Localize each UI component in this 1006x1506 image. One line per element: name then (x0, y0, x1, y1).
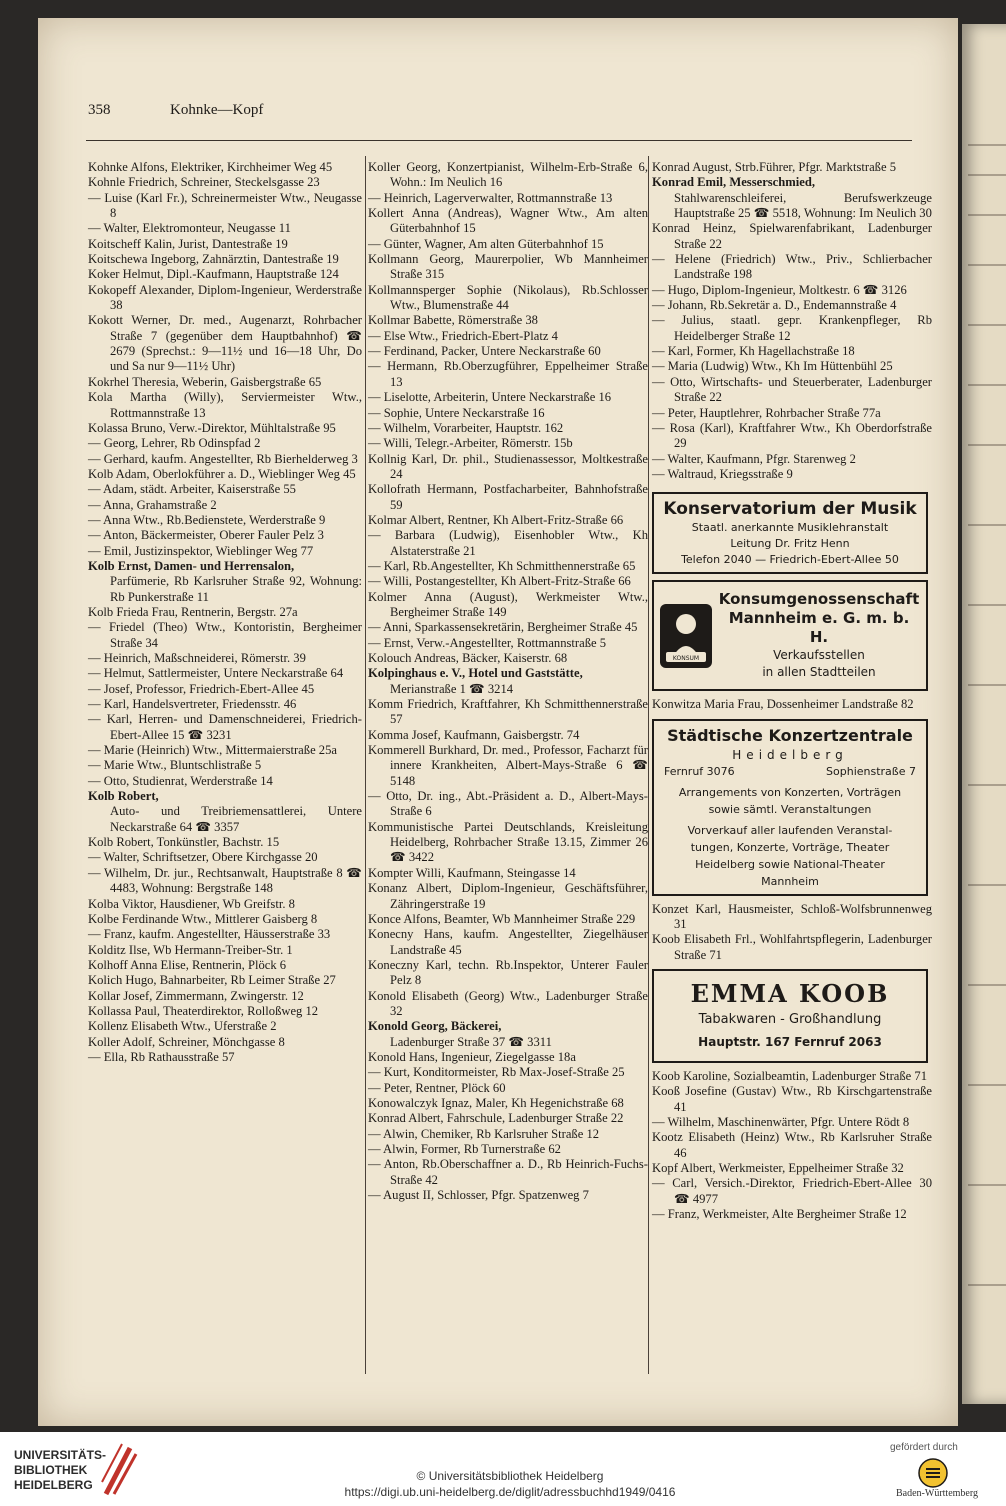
directory-entry (652, 421, 932, 452)
entry-address: Merianstraße 1 ☎ 3214 (390, 681, 514, 696)
entry-text: Kolb Ernst, Damen- und Herrensalon, (88, 558, 295, 573)
entry-text: — Otto, Wirtschafts- und Steuerberater, Ladenburger Straße 22 (652, 374, 932, 405)
directory-entry (88, 513, 362, 528)
ad-line: sowie sämtl. Veranstaltungen (708, 802, 872, 816)
entry-text: Kolb Robert, Tonkünstler, Bachstr. 15 (88, 835, 280, 850)
entry-text: Konanz Albert, Diplom-Ingenieur, Geschäftsführer, Zähringerstraße 19 (368, 881, 648, 911)
directory-entry (368, 436, 648, 451)
entry-text: — Helene (Friedrich) Wtw., Priv., Schlierbacher Landstraße 198 (652, 252, 932, 282)
ad-title: Städtische Konzertzentrale (667, 725, 913, 745)
directory-entry (368, 1111, 648, 1126)
entry-text: — Sophie, Untere Neckarstraße 16 (368, 405, 545, 420)
entry-text: — Ella, Rb Rathausstraße 57 (88, 1049, 235, 1064)
page-number: 358 (88, 102, 111, 118)
directory-entry (88, 651, 362, 666)
directory-entry (652, 375, 932, 406)
directory-entry (88, 452, 362, 467)
entry-group (652, 160, 932, 482)
directory-entry (88, 544, 362, 559)
entry-text: — Anna Wtw., Rb.Bedienstete, Werderstraße 9 (88, 512, 326, 527)
entry-address: Parfümerie, Rb Karlsruher Straße 92, Wohnung: Rb Punkerstraße 11 (110, 574, 362, 604)
entry-address: Stahlwarenschleiferei, Berufswerkzeuge Hauptstraße 25 ☎ 5518, Wohnung: Im Neulich 30 (674, 190, 932, 221)
directory-entry (652, 1207, 932, 1222)
entry-text: Kolouch Andreas, Bäcker, Kaiserstr. 68 (368, 651, 568, 665)
directory-entry (652, 221, 932, 252)
entry-text: — Alwin, Chemiker, Rb Karlsruher Straße 12 (368, 1126, 600, 1141)
directory-entry (88, 973, 362, 988)
directory-entry (88, 559, 362, 605)
directory-entry (88, 850, 362, 865)
directory-entry (88, 1004, 362, 1019)
entry-text: Kopf Albert, Werkmeister, Eppelheimer Straße 32 (652, 1161, 904, 1175)
directory-entry (652, 1176, 932, 1207)
directory-entry (368, 1019, 648, 1050)
entry-text: Konrad Albert, Fahrschule, Ladenburger Straße 22 (368, 1111, 624, 1126)
directory-entry (88, 620, 362, 651)
directory-entry (368, 237, 648, 252)
directory-entry (652, 406, 932, 421)
entry-text: — August II, Schlosser, Pfgr. Spatzenweg 7 (368, 1188, 589, 1203)
entry-group (652, 697, 932, 712)
directory-entry (88, 421, 362, 436)
entry-text: — Walter, Schriftsetzer, Obere Kirchgasse 20 (88, 850, 318, 865)
directory-entry (368, 927, 648, 958)
entry-text: Koitschewa Ingeborg, Zahnärztin, Dantestraße 19 (88, 252, 339, 267)
ad-line: Tabakwaren - Großhandlung (698, 1011, 882, 1027)
entry-text: — Wilhelm, Maschinenwärter, Pfgr. Untere Rödt 8 (652, 1114, 910, 1129)
directory-entry (368, 390, 648, 405)
directory-entry (368, 421, 648, 436)
directory-entry (368, 1157, 648, 1188)
directory-entry (652, 697, 932, 712)
ad-line: Arrangements von Konzerten, Vorträgen (678, 785, 902, 799)
entry-text: — Otto, Studienrat, Werderstraße 14 (88, 773, 273, 788)
directory-entry (88, 390, 362, 421)
entry-text: Koob Karoline, Sozialbeamtin, Ladenburger Straße 71 (652, 1068, 928, 1083)
directory-entry (88, 221, 362, 236)
entry-text: Koneczny Karl, techn. Rb.Inspektor, Unterer Fauler Pelz 8 (368, 957, 648, 988)
entry-text: Kola Martha (Willy), Serviermeister Wtw., Rottmannstraße 13 (88, 390, 362, 420)
entry-text: Koitscheff Kalin, Jurist, Dantestraße 19 (88, 236, 288, 251)
entry-text: Kooß Josefine (Gustav) Wtw., Rb Kirschgartenstraße 41 (652, 1084, 932, 1114)
directory-entry (368, 728, 648, 743)
directory-entry (368, 283, 648, 314)
ad-contact-row: Hauptstr. 167 Fernruf 2063 (698, 1034, 882, 1049)
entry-text: Kommerell Burkhard, Dr. med., Professor, Facharzt für innere Krankheiten, Albert-Mays-Straße 6 ☎ 5148 (368, 743, 648, 788)
directory-entry (368, 697, 648, 728)
ad-phone: Fernruf 3076 (664, 764, 735, 778)
directory-entry (88, 989, 362, 1004)
entry-text: Konecny Hans, kaufm. Angestellter, Ziegelhäuser Landstraße 45 (368, 927, 648, 957)
entry-text: Kollert Anna (Andreas), Wagner Wtw., Am alten Güterbahnhof 15 (368, 206, 648, 236)
entry-text: — Karl, Former, Kh Hagellachstraße 18 (652, 344, 855, 359)
directory-entry (88, 1019, 362, 1034)
directory-column-2 (368, 160, 648, 1203)
entry-text: — Carl, Versich.-Direktor, Friedrich-Ebert-Allee 30 ☎ 4977 (652, 1176, 932, 1206)
directory-entry (88, 743, 362, 758)
directory-entry (88, 943, 362, 958)
ad-line: in allen Stadtteilen (762, 665, 876, 680)
entry-text: Kolbe Ferdinande Wtw., Mittlerer Gaisberg 8 (88, 911, 318, 926)
ad-emma-koob (652, 969, 928, 1063)
document-page (38, 18, 958, 1426)
entry-text: — Otto, Dr. ing., Abt.-Präsident a. D., Albert-Mays-Straße 6 (368, 789, 648, 819)
entry-text: Kokott Werner, Dr. med., Augenarzt, Rohrbacher Straße 7 (gegenüber dem Hauptbahnhof) ☎ 2679 (Sprechst.: 9—11½ und 16—18 Uhr, Do und Sa nur 9—11½ Uhr) (88, 313, 362, 374)
directory-entry (88, 774, 362, 789)
directory-entry (368, 651, 648, 666)
ad-text (718, 590, 920, 681)
directory-entry (652, 1161, 932, 1176)
entry-text: Kollofrath Hermann, Postfacharbeiter, Bahnhofstraße 59 (368, 482, 648, 512)
footer (0, 1432, 1006, 1506)
ad-city: Heidelberg (732, 747, 848, 762)
directory-entry (88, 927, 362, 942)
directory-entry (368, 482, 648, 513)
entry-text: Kollmannsperger Sophie (Nikolaus), Rb.Schlosser Wtw., Blumenstraße 44 (368, 282, 648, 313)
ad-address: Sophienstraße 7 (826, 764, 916, 778)
directory-entry (88, 191, 362, 222)
directory-entry (652, 160, 932, 175)
entry-address: Ladenburger Straße 37 ☎ 3311 (390, 1034, 552, 1049)
ad-title: EMMA KOOB (690, 978, 890, 1008)
entry-group (652, 1069, 932, 1222)
entry-text: Kolassa Bruno, Verw.-Direktor, Mühltalstraße 95 (88, 420, 336, 435)
entry-text: — Josef, Professor, Friedrich-Ebert-Allee 45 (88, 681, 315, 696)
entry-text: Kollmann Georg, Maurerpolier, Wb Mannheimer Straße 315 (368, 252, 648, 282)
directory-entry (652, 252, 932, 283)
entry-text: Kollar Josef, Zimmermann, Zwingerstr. 12 (88, 988, 304, 1003)
entry-text: Kommunistische Partei Deutschlands, Kreisleitung Heidelberg, Rohrbacher Straße 13.15, Zimmer 26 ☎ 3422 (368, 819, 648, 865)
entry-text: Kolich Hugo, Bahnarbeiter, Rb Leimer Straße 27 (88, 973, 336, 988)
entry-text: Konce Alfons, Beamter, Wb Mannheimer Straße 229 (368, 911, 636, 926)
library-name (14, 1448, 106, 1493)
entry-text: Koker Helmut, Dipl.-Kaufmann, Hauptstraße 124 (88, 267, 339, 282)
entry-text: Konold Elisabeth (Georg) Wtw., Ladenburger Straße 32 (368, 988, 648, 1018)
entry-text: — Johann, Rb.Sekretär a. D., Endemannstraße 4 (652, 298, 897, 313)
directory-entry (368, 590, 648, 621)
entry-text: — Luise (Karl Fr.), Schreinermeister Wtw., Neugasse 8 (88, 190, 362, 221)
running-head: Kohnke—Kopf (170, 102, 264, 118)
directory-entry (88, 697, 362, 712)
entry-text: — Rosa (Karl), Kraftfahrer Wtw., Kh Oberdorfstraße 29 (652, 420, 932, 451)
entry-text: — Marie Wtw., Bluntschlistraße 5 (88, 758, 262, 773)
entry-text: — Franz, kaufm. Angestellter, Häusserstraße 33 (88, 927, 331, 942)
directory-entry (652, 932, 932, 963)
entry-text: Koob Elisabeth Frl., Wohlfahrtspflegerin, Ladenburger Straße 71 (652, 932, 932, 962)
entry-text: — Walter, Elektromonteur, Neugasse 11 (88, 221, 291, 236)
directory-entry (88, 498, 362, 513)
entry-text: Kompter Willi, Kaufmann, Steingasse 14 (368, 865, 576, 880)
directory-entry (368, 313, 648, 328)
directory-entry (88, 912, 362, 927)
entry-text: Komm Friedrich, Kraftfahrer, Kh Schmitthennerstraße 57 (368, 697, 648, 727)
entry-text: Kolb Adam, Oberlokführer a. D., Wieblinger Weg 45 (88, 466, 356, 481)
directory-entry (368, 958, 648, 989)
directory-entry (368, 881, 648, 912)
directory-entry (88, 528, 362, 543)
directory-entry (652, 175, 932, 221)
entry-text: Kootz Elisabeth (Heinz) Wtw., Rb Karlsruher Straße 46 (652, 1130, 932, 1160)
directory-entry (368, 1096, 648, 1111)
directory-entry (88, 436, 362, 451)
directory-entry (652, 1084, 932, 1115)
ad-line: Mannheim (761, 874, 819, 888)
entry-text: Koller Adolf, Schreiner, Mönchgasse 8 (88, 1034, 285, 1049)
directory-entry (368, 1081, 648, 1096)
directory-entry (368, 743, 648, 789)
entry-text: — Karl, Rb.Angestellter, Kh Schmitthennerstraße 65 (368, 558, 636, 573)
entry-text: Kollnig Karl, Dr. phil., Studienassessor, Moltkestraße 24 (368, 451, 648, 481)
directory-entry (368, 528, 648, 559)
directory-entry (88, 283, 362, 314)
directory-entry (368, 329, 648, 344)
entry-text: Konwitza Maria Frau, Dossenheimer Landstraße 82 (652, 697, 914, 712)
entry-text: Kohnle Friedrich, Schreiner, Steckelsgasse 23 (88, 175, 320, 190)
directory-entry (368, 1188, 648, 1203)
entry-text: — Peter, Hauptlehrer, Rohrbacher Straße 77a (652, 405, 881, 420)
directory-entry (88, 237, 362, 252)
ad-line: Verkaufsstellen (773, 648, 865, 663)
directory-entry (88, 897, 362, 912)
entry-text: — Peter, Rentner, Plöck 60 (368, 1080, 506, 1095)
directory-entry (368, 1050, 648, 1065)
entry-text: — Anna, Grahamstraße 2 (88, 497, 217, 512)
entry-text: — Ernst, Verw.-Angestellter, Rottmannstraße 5 (368, 635, 607, 650)
entry-text: — Alwin, Former, Rb Turnerstraße 62 (368, 1142, 561, 1156)
directory-entry (88, 1035, 362, 1050)
ad-title: Konsumgenossenschaft (718, 590, 920, 609)
entry-text: — Karl, Herren- und Damenschneiderei, Friedrich-Ebert-Allee 15 ☎ 3231 (88, 712, 362, 742)
directory-entry (652, 1130, 932, 1161)
ad-line: Vorverkauf aller laufenden Veranstal- (687, 823, 893, 837)
directory-entry (368, 912, 648, 927)
entry-text: — Emil, Justizinspektor, Wieblinger Weg 77 (88, 543, 314, 558)
entry-text: Kokrhel Theresia, Weberin, Gaisbergstraße 65 (88, 374, 322, 389)
directory-entry (368, 191, 648, 206)
entry-text: Komma Josef, Kaufmann, Gaisbergstr. 74 (368, 727, 580, 742)
entry-text: Kohnke Alfons, Elektriker, Kirchheimer Weg 45 (88, 160, 333, 174)
directory-entry (88, 866, 362, 897)
ad-konservatorium (652, 492, 928, 574)
ad-line: tungen, Konzerte, Vorträge, Theater (690, 840, 890, 854)
entry-text: Kolmer Anna (August), Werkmeister Wtw., Bergheimer Straße 149 (368, 589, 648, 619)
entry-text: — Else Wtw., Friedrich-Ebert-Platz 4 (368, 328, 558, 343)
directory-entry (368, 513, 648, 528)
entry-text: — Julius, staatl. gepr. Krankenpfleger, Rb Heidelberger Straße 12 (652, 313, 932, 343)
entry-text: Kolpinghaus e. V., Hotel und Gaststätte, (368, 666, 583, 681)
ad-line: Telefon 2040 — Friedrich-Ebert-Allee 50 (681, 553, 899, 567)
entry-text: Kolba Viktor, Hausdiener, Wb Greifstr. 8 (88, 896, 295, 911)
entry-text: Koller Georg, Konzertpianist, Wilhelm-Erb-Straße 6, Wohn.: Im Neulich 16 (368, 160, 648, 190)
library-name-line: BIBLIOTHEK (14, 1463, 88, 1477)
directory-entry (368, 1127, 648, 1142)
directory-entry (88, 758, 362, 773)
directory-entry (88, 160, 362, 175)
entry-text: — Adam, städt. Arbeiter, Kaiserstraße 55 (88, 482, 296, 497)
entry-text: — Maria (Ludwig) Wtw., Kh Im Hüttenbühl 25 (652, 359, 893, 374)
entry-text: — Willi, Telegr.-Arbeiter, Römerstr. 15b (368, 436, 573, 451)
directory-entry (88, 835, 362, 850)
directory-entry (652, 467, 932, 482)
entry-text: — Willi, Postangestellter, Kh Albert-Fritz-Straße 66 (368, 574, 631, 589)
entry-text: — Hugo, Diplom-Ingenieur, Moltkestr. 6 ☎ 3126 (652, 282, 907, 297)
library-name-line: UNIVERSITÄTS- (14, 1448, 107, 1462)
entry-text: — Heinrich, Maßschneiderei, Römerstr. 39 (88, 651, 306, 665)
directory-entry (652, 1069, 932, 1084)
directory-entry (652, 283, 932, 298)
entry-text: Kokopeff Alexander, Diplom-Ingenieur, Werderstraße 38 (88, 282, 362, 313)
library-name-line: HEIDELBERG (14, 1478, 93, 1492)
source-url[interactable]: https://digi.ub.uni-heidelberg.de/diglit/adressbuchhd1949/0416 (344, 1485, 676, 1499)
directory-column-1 (88, 160, 362, 1065)
directory-entry (368, 866, 648, 881)
entry-text: — Marie (Heinrich) Wtw., Mittermaierstraße 25a (88, 743, 337, 758)
entry-text: Konold Hans, Ingenieur, Ziegelgasse 18a (368, 1049, 576, 1064)
entry-text: — Waltraud, Kriegsstraße 9 (652, 466, 793, 481)
entry-text: Kollenz Elisabeth Wtw., Uferstraße 2 (88, 1019, 277, 1034)
library-logo-icon (100, 1442, 138, 1498)
directory-entry (88, 375, 362, 390)
entry-text: — Wilhelm, Dr. jur., Rechtsanwalt, Hauptstraße 8 ☎ 4483, Wohnung: Bergstraße 148 (88, 865, 362, 896)
directory-entry (652, 344, 932, 359)
footer-center (240, 1468, 780, 1500)
directory-entry (368, 666, 648, 697)
entry-text: — Heinrich, Lagerverwalter, Rottmannstraße 13 (368, 190, 613, 205)
entry-text: — Helmut, Sattlermeister, Untere Neckarstraße 64 (88, 666, 344, 681)
directory-entry (88, 682, 362, 697)
entry-text: Kolditz Ilse, Wb Hermann-Treiber-Str. 1 (88, 942, 293, 957)
ad-konzertzentrale (652, 719, 928, 896)
directory-entry (88, 605, 362, 620)
entry-address: Auto- und Treibriemensattlerei, Untere Neckarstraße 64 ☎ 3357 (110, 804, 362, 834)
entry-text: — Anni, Sparkassensekretärin, Bergheimer Straße 45 (368, 620, 638, 635)
directory-entry (368, 406, 648, 421)
entry-text: — Franz, Werkmeister, Alte Bergheimer Straße 12 (652, 1207, 907, 1222)
directory-entry (368, 559, 648, 574)
directory-entry (652, 359, 932, 374)
entry-text: — Ferdinand, Packer, Untere Neckarstraße 60 (368, 344, 601, 359)
next-page-edge (962, 24, 1006, 1404)
entry-text: Konowalczyk Ignaz, Maler, Kh Hegenichstraße 68 (368, 1095, 624, 1110)
directory-entry (88, 313, 362, 374)
directory-entry (368, 359, 648, 390)
directory-entry (368, 820, 648, 866)
directory-entry (88, 467, 362, 482)
entry-text: — Karl, Handelsvertreter, Friedensstr. 46 (88, 697, 297, 712)
directory-entry (88, 958, 362, 973)
directory-entry (88, 175, 362, 190)
entry-text: Kollassa Paul, Theaterdirektor, Rolloßweg 12 (88, 1003, 319, 1018)
directory-entry (88, 712, 362, 743)
entry-text: — Barbara (Ludwig), Eisenhobler Wtw., Kh Alstaterstraße 21 (368, 528, 648, 558)
entry-text: Konrad August, Strb.Führer, Pfgr. Marktstraße 5 (652, 160, 896, 174)
entry-text: Kolhoff Anna Elise, Rentnerin, Plöck 6 (88, 957, 287, 972)
entry-text: Konold Georg, Bäckerei, (368, 1019, 502, 1034)
directory-entry (88, 789, 362, 835)
ad-title: Mannheim e. G. m. b. H. (728, 609, 910, 647)
directory-entry (368, 206, 648, 237)
ad-line: Heidelberg sowie National-Theater (695, 857, 885, 871)
directory-entry (368, 620, 648, 635)
header-rule (86, 140, 912, 141)
directory-entry (88, 1050, 362, 1065)
column-divider (365, 156, 366, 1374)
directory-entry (368, 789, 648, 820)
entry-group (652, 902, 932, 963)
page-header (88, 102, 928, 126)
entry-text: Konrad Heinz, Spielwarenfabrikant, Ladenburger Straße 22 (652, 221, 932, 251)
column-divider (648, 156, 649, 1374)
entry-text: — Hermann, Rb.Oberzugführer, Eppelheimer Straße 13 (368, 359, 648, 389)
entry-text: — Walter, Kaufmann, Pfgr. Starenweg 2 (652, 451, 856, 466)
directory-entry (88, 267, 362, 282)
funded-by-text: gefördert durch (890, 1442, 958, 1453)
ad-line: Leitung Dr. Fritz Henn (730, 537, 850, 551)
directory-entry (652, 452, 932, 467)
ad-konsum (652, 580, 928, 691)
entry-text: — Georg, Lehrer, Rb Odinspfad 2 (88, 436, 261, 451)
directory-entry (368, 160, 648, 191)
entry-text: — Anton, Rb.Oberschaffner a. D., Rb Heinrich-Fuchs-Straße 42 (368, 1157, 648, 1187)
entry-text: — Friedel (Theo) Wtw., Kontoristin, Bergheimer Straße 34 (88, 620, 362, 650)
directory-entry (368, 636, 648, 651)
directory-entry (652, 298, 932, 313)
entry-text: — Gerhard, kaufm. Angestellter, Rb Bierhelderweg 3 (88, 451, 358, 466)
directory-column-3 (652, 160, 932, 1222)
entry-text: — Kurt, Konditormeister, Rb Max-Josef-Straße 25 (368, 1065, 625, 1080)
ad-line: Staatl. anerkannte Musiklehranstalt (691, 521, 889, 535)
directory-entry (368, 452, 648, 483)
directory-entry (88, 252, 362, 267)
directory-entry (368, 344, 648, 359)
ad-title: Konservatorium der Musik (663, 499, 917, 520)
entry-text: — Günter, Wagner, Am alten Güterbahnhof 15 (368, 236, 604, 251)
sponsor-name: Baden-Württemberg (896, 1488, 979, 1499)
directory-entry (368, 1142, 648, 1157)
directory-entry (368, 252, 648, 283)
entry-text: Kollmar Babette, Römerstraße 38 (368, 313, 538, 328)
entry-text: Konzet Karl, Hausmeister, Schloß-Wolfsbrunnenweg 31 (652, 901, 932, 931)
entry-text: Konrad Emil, Messerschmied, (652, 175, 816, 190)
entry-text: — Anton, Bäckermeister, Oberer Fauler Pelz 3 (88, 528, 324, 543)
directory-entry (652, 902, 932, 933)
state-crest-icon (918, 1458, 948, 1488)
directory-entry (368, 574, 648, 589)
entry-text: Kolb Robert, (88, 789, 159, 804)
entry-text: Kolb Frieda Frau, Rentnerin, Bergstr. 27a (88, 604, 298, 619)
entry-text: — Wilhelm, Vorarbeiter, Hauptstr. 162 (368, 420, 564, 435)
directory-entry (368, 989, 648, 1020)
ad-contact-row (660, 763, 920, 780)
konsum-logo-text: KONSUM (672, 654, 700, 662)
copyright-text: © Universitätsbibliothek Heidelberg (416, 1469, 604, 1483)
directory-entry (652, 1115, 932, 1130)
directory-entry (652, 313, 932, 344)
directory-entry (368, 1065, 648, 1080)
entry-text: — Liselotte, Arbeiterin, Untere Neckarstraße 16 (368, 390, 612, 405)
directory-entry (88, 482, 362, 497)
directory-entry (88, 666, 362, 681)
konsum-logo-icon (660, 604, 712, 668)
entry-text: Kolmar Albert, Rentner, Kh Albert-Fritz-Straße 66 (368, 512, 624, 527)
